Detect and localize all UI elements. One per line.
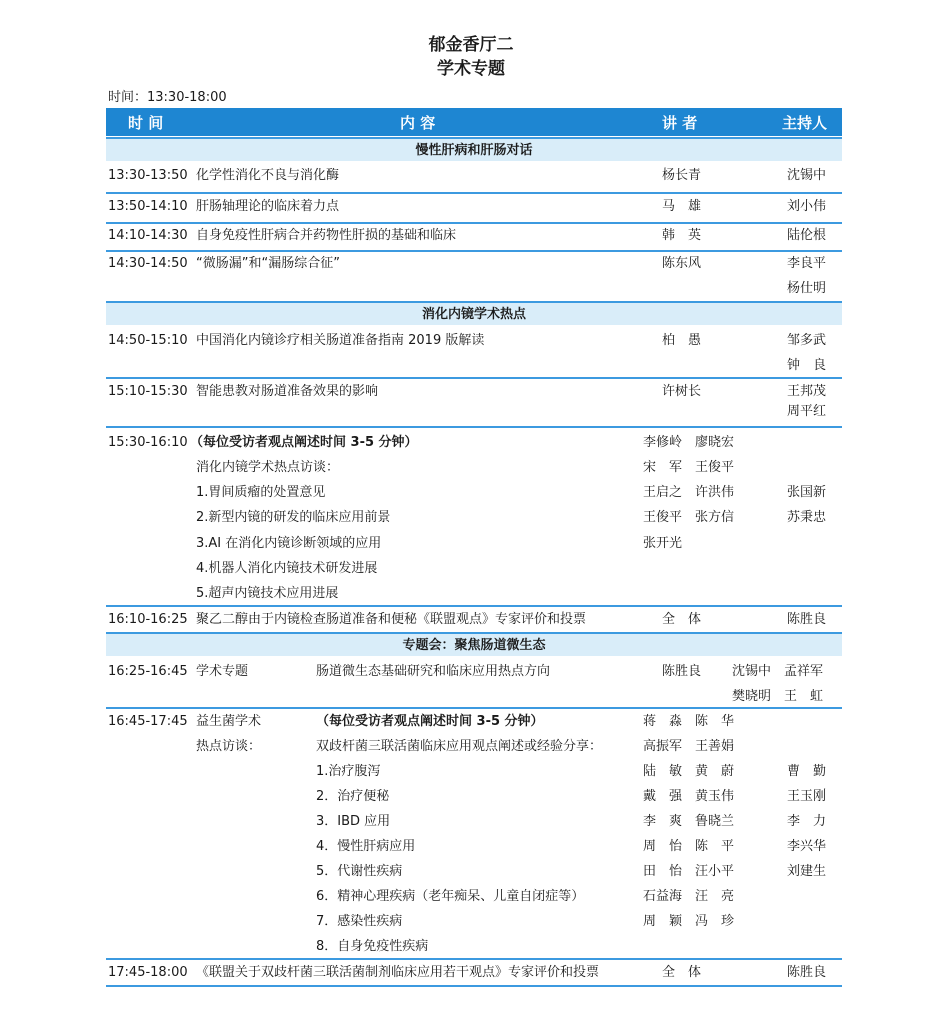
row-speaker: 张开光 xyxy=(643,536,683,551)
row-content: 消化内镜学术热点访谈： xyxy=(196,460,340,475)
row-content: 化学性消化不良与消化酶 xyxy=(196,168,340,183)
row-host: 苏秉忠 xyxy=(787,510,827,525)
row-host: 陈胜良 xyxy=(787,612,827,627)
row-host: 王玉刚 xyxy=(787,789,827,804)
row-time: 16:10-16:25 xyxy=(108,612,188,627)
section-band-1: 慢性肝病和肝肠对话 xyxy=(106,137,842,161)
row-divider xyxy=(106,250,842,252)
row-speaker: 陈胜良 xyxy=(662,664,702,679)
row-divider xyxy=(106,222,842,224)
row-speaker: 陈东风 xyxy=(662,256,702,271)
row-time: 13:50-14:10 xyxy=(108,199,188,214)
row-speaker: 周 怡 陈 平 xyxy=(643,839,735,854)
header-content: 内 容 xyxy=(400,114,436,132)
row-content: 4.机器人消化内镜技术研发进展 xyxy=(196,561,378,576)
row-speaker: 蒋 淼 陈 华 xyxy=(643,714,735,729)
topic-title: 学术专题 xyxy=(437,59,505,79)
row-content: 肠道微生态基础研究和临床应用热点方向 xyxy=(316,664,551,679)
row-host: 沈锡中 孟祥军 xyxy=(732,664,824,679)
row-content: 4．慢性肝病应用 xyxy=(316,839,416,854)
row-speaker: 高振军 王善娟 xyxy=(643,739,735,754)
row-time: 14:30-14:50 xyxy=(108,256,188,271)
row-speaker: 田 怡 汪小平 xyxy=(643,864,735,879)
row-content: 智能患教对肠道准备效果的影响 xyxy=(196,384,379,399)
row-time: 15:10-15:30 xyxy=(108,384,188,399)
row-label: 益生菌学术 xyxy=(196,714,262,729)
row-label: 热点访谈： xyxy=(196,739,262,754)
row-note: （每位受访者观点阐述时间 3-5 分钟） xyxy=(190,435,418,450)
row-speaker: 柏 愚 xyxy=(662,333,702,348)
row-speaker: 全 体 xyxy=(662,612,702,627)
row-time: 14:10-14:30 xyxy=(108,228,188,243)
row-speaker: 陆 敏 黄 蔚 xyxy=(643,764,735,779)
hall-title: 郁金香厅二 xyxy=(428,35,514,55)
table-header xyxy=(106,108,842,136)
row-content: 5．代谢性疾病 xyxy=(316,864,403,879)
row-host: 李兴华 xyxy=(787,839,827,854)
row-divider xyxy=(106,426,842,428)
row-divider xyxy=(106,958,842,960)
header-time: 时 间 xyxy=(128,114,164,132)
row-content: 聚乙二醇由于内镜检查肠道准备和便秘《联盟观点》专家评价和投票 xyxy=(196,612,587,627)
row-speaker: 马 雄 xyxy=(662,199,702,214)
row-speaker: 李 爽 鲁晓兰 xyxy=(643,814,735,829)
row-speaker: 石益海 汪 亮 xyxy=(643,889,735,904)
row-content: 《联盟关于双歧杆菌三联活菌制剂临床应用若干观点》专家评价和投票 xyxy=(196,965,600,980)
section-band-3: 专题会：聚焦肠道微生态 xyxy=(106,632,842,656)
row-content: 1.治疗腹泻 xyxy=(316,764,381,779)
row-time: 17:45-18:00 xyxy=(108,965,188,980)
row-content: 肝肠轴理论的临床着力点 xyxy=(196,199,340,214)
row-content: 3.AI 在消化内镜诊断领域的应用 xyxy=(196,536,382,551)
section-band-2: 消化内镜学术热点 xyxy=(106,301,842,325)
row-content: 双歧杆菌三联活菌临床应用观点阐述或经验分享： xyxy=(316,739,603,754)
row-host: 张国新 xyxy=(787,485,827,500)
row-speaker: 全 体 xyxy=(662,965,702,980)
row-host: 邹多武 xyxy=(787,333,827,348)
header-host: 主持人 xyxy=(782,114,828,132)
row-host: 钟 良 xyxy=(787,358,827,373)
row-host: 杨仕明 xyxy=(787,281,827,296)
row-content: 3．IBD 应用 xyxy=(316,814,391,829)
row-content: 5.超声内镜技术应用进展 xyxy=(196,586,339,601)
row-host: 曹 勤 xyxy=(787,764,827,779)
row-time: 16:45-17:45 xyxy=(108,714,188,729)
row-host: 陈胜良 xyxy=(787,965,827,980)
row-host: 刘建生 xyxy=(787,864,827,879)
row-content: 2．治疗便秘 xyxy=(316,789,390,804)
row-speaker: 宋 军 王俊平 xyxy=(643,460,735,475)
row-host: 李 力 xyxy=(787,814,827,829)
row-time: 16:25-16:45 xyxy=(108,664,188,679)
row-label: 学术专题 xyxy=(196,664,249,679)
row-content: 中国消化内镜诊疗相关肠道准备指南 2019 版解读 xyxy=(196,333,485,348)
row-time: 14:50-15:10 xyxy=(108,333,188,348)
row-speaker: 王启之 许洪伟 xyxy=(643,485,735,500)
row-content: 2.新型内镜的研发的临床应用前景 xyxy=(196,510,391,525)
row-divider xyxy=(106,605,842,607)
row-time: 15:30-16:10 xyxy=(108,435,188,450)
row-divider xyxy=(106,707,842,709)
row-divider xyxy=(106,985,842,987)
row-speaker: 韩 英 xyxy=(662,228,702,243)
row-content: 自身免疫性肝病合并药物性肝损的基础和临床 xyxy=(196,228,457,243)
row-host: 樊晓明 王 虹 xyxy=(732,689,824,704)
row-host: 沈锡中 xyxy=(787,168,827,183)
row-time: 13:30-13:50 xyxy=(108,168,188,183)
row-speaker: 杨长青 xyxy=(662,168,702,183)
row-divider xyxy=(106,192,842,194)
row-content: 8．自身免疫性疾病 xyxy=(316,939,429,954)
row-content: 1.胃间质瘤的处置意见 xyxy=(196,485,326,500)
row-note: （每位受访者观点阐述时间 3-5 分钟） xyxy=(316,714,544,729)
row-divider xyxy=(106,377,842,379)
row-host: 陆伦根 xyxy=(787,228,827,243)
row-host: 李良平 xyxy=(787,256,827,271)
row-speaker: 戴 强 黄玉伟 xyxy=(643,789,735,804)
row-host: 刘小伟 xyxy=(787,199,827,214)
row-content: 7．感染性疾病 xyxy=(316,914,403,929)
row-content: 6．精神心理疾病（老年痴呆、儿童自闭症等） xyxy=(316,889,585,904)
row-speaker: 许树长 xyxy=(662,384,702,399)
session-time: 时间：13:30-18:00 xyxy=(108,90,227,105)
row-speaker: 李修岭 廖晓宏 xyxy=(643,435,735,450)
row-speaker: 周 颖 冯 珍 xyxy=(643,914,735,929)
row-host: 周平红 xyxy=(787,404,827,419)
header-speaker: 讲 者 xyxy=(662,114,698,132)
row-speaker: 王俊平 张方信 xyxy=(643,510,735,525)
row-host: 王邦茂 xyxy=(787,384,827,399)
row-content: “微肠漏”和“漏肠综合征” xyxy=(196,256,340,271)
